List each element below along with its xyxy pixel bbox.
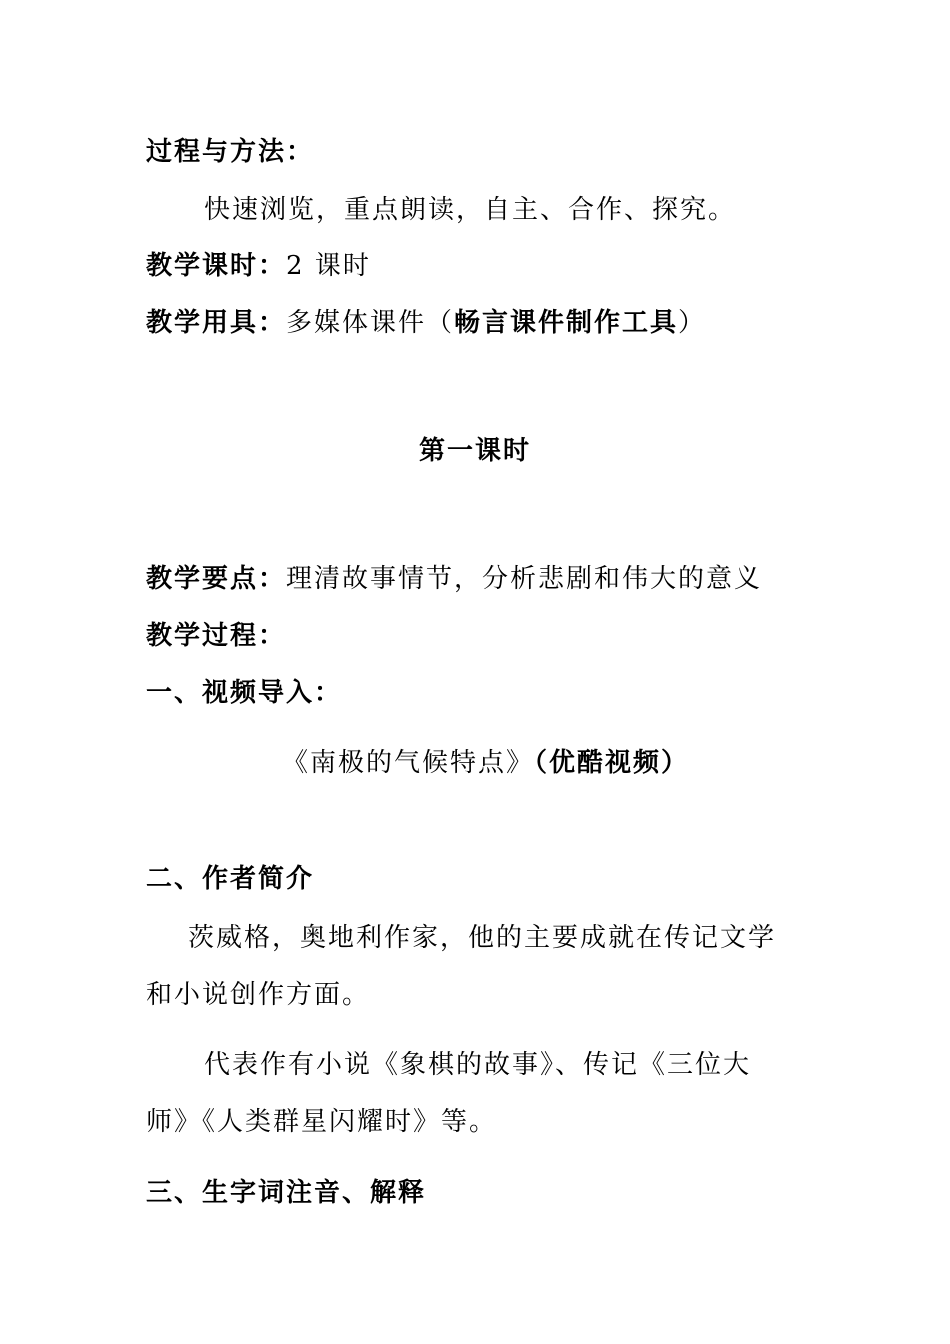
section1-title: 一、视频导入： [146, 678, 343, 708]
video-source: （优酷视频） [534, 748, 690, 778]
class-hours-line [146, 249, 371, 283]
author-line-1: 茨威格，奥地利作家，他的主要成就在传记文学 [188, 923, 777, 953]
section2-title: 二、作者简介 [146, 864, 315, 894]
tools-close: ） [678, 308, 707, 338]
works-line-2: 师》《人类群星闪耀时》等。 [146, 1107, 498, 1137]
process-method-heading [146, 135, 314, 169]
lesson-title: 第一课时 [418, 436, 531, 466]
video-title: 《南极的气候特点》 [282, 748, 535, 778]
process-label: 教学过程： [146, 621, 287, 651]
tools-value: 多媒体课件（ [286, 308, 455, 338]
author-line-2: 和小说创作方面。 [146, 980, 371, 1010]
works-line-1: 代表作有小说《象棋的故事》、传记《三位大 [204, 1050, 752, 1080]
class-hours-label: 教学课时： [146, 251, 287, 281]
section3-title: 三、生字词注音、解释 [146, 1178, 427, 1208]
process-method-label: 过程与方法： [146, 137, 315, 167]
key-points-label: 教学要点： [146, 564, 287, 594]
tools-line [146, 306, 706, 340]
key-points-text: 理清故事情节，分析悲剧和伟大的意义 [286, 564, 763, 594]
tools-label: 教学用具： [146, 308, 287, 338]
tools-bold-name: 畅言课件制作工具 [454, 308, 679, 338]
video-line [282, 746, 689, 780]
class-hours-value: 2 课时 [286, 251, 371, 281]
process-method-text: 快速浏览，重点朗读，自主、合作、探究。 [204, 195, 737, 225]
key-points-line [146, 562, 762, 596]
